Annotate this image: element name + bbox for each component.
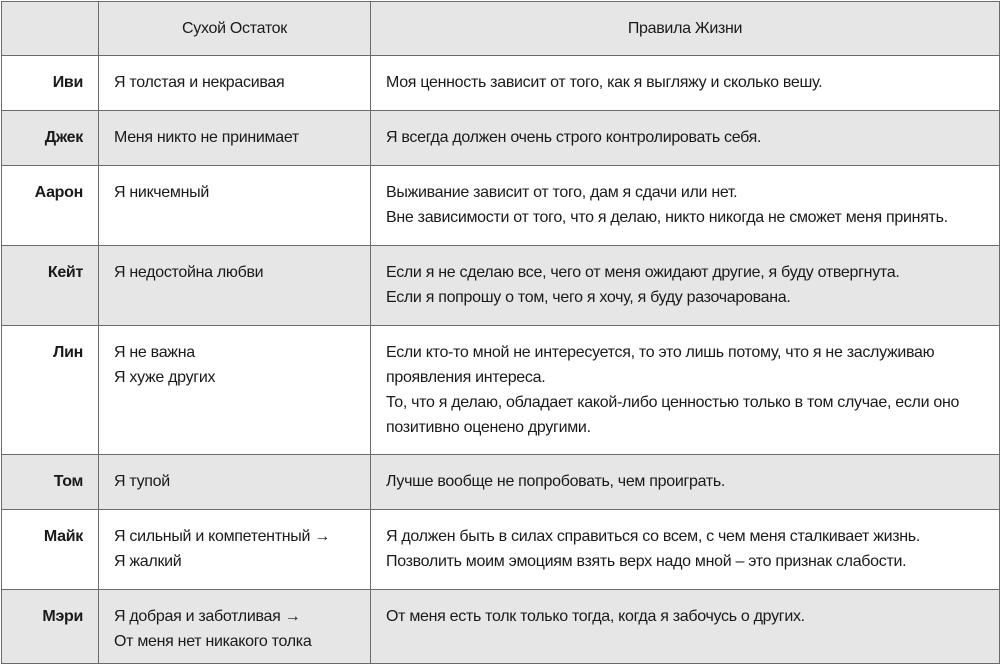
- life-rule-text: Моя ценность зависит от того, как я выгляжу и сколько вешу.: [386, 74, 823, 91]
- header-core-belief: Сухой Остаток: [99, 2, 371, 55]
- core-belief-text: Я толстая и некрасивая: [114, 74, 285, 91]
- life-rule-text: Я должен быть в силах справиться со всем, с чем меня сталкивает жизнь.: [386, 528, 920, 545]
- life-rule-text: От меня есть толк только тогда, когда я забочусь о других.: [386, 608, 805, 625]
- life-rules-cell: [371, 590, 1000, 663]
- life-rule-text: Лучше вообще не попробовать, чем проиграть.: [386, 473, 726, 490]
- core-belief-text: Я хуже других: [114, 369, 216, 386]
- core-belief-text: Я сильный и компетентный →: [114, 528, 330, 545]
- life-rules-cell: [371, 166, 1000, 245]
- person-name: Иви: [2, 56, 99, 110]
- life-rules-cell: [371, 455, 1000, 509]
- core-belief-text: Я добрая и заботливая →: [114, 608, 301, 625]
- person-name: Майк: [2, 510, 99, 589]
- core-belief-text: Я жалкий: [114, 553, 182, 570]
- core-belief-cell: [99, 455, 371, 509]
- header-life-rules: Правила Жизни: [371, 2, 1000, 55]
- beliefs-table: [1, 1, 1000, 664]
- table-row: [2, 246, 1000, 326]
- core-belief-text: Я не важна: [114, 344, 195, 361]
- person-name: Кейт: [2, 246, 99, 325]
- core-belief-text: Меня никто не принимает: [114, 129, 299, 146]
- life-rule-text: Позволить моим эмоциям взять верх надо мной – это признак слабости.: [386, 553, 907, 570]
- core-belief-text: Я никчемный: [114, 184, 209, 201]
- core-belief-text: Я тупой: [114, 473, 170, 490]
- life-rule-text: То, что я делаю, обладает какой-либо ценностью только в том случае, если оно позитивно оценено другими.: [386, 394, 960, 436]
- table-row: [2, 510, 1000, 590]
- life-rule-text: Если я не сделаю все, чего от меня ожидают другие, я буду отвергнута.: [386, 264, 900, 281]
- table-row: [2, 111, 1000, 166]
- life-rule-text: Если кто-то мной не интересуется, то это лишь потому, что я не заслуживаю проявления интереса.: [386, 344, 935, 386]
- person-name: Лин: [2, 326, 99, 454]
- table-row: [2, 56, 1000, 111]
- core-belief-cell: [99, 56, 371, 110]
- life-rules-cell: [371, 326, 1000, 454]
- table-row: [2, 590, 1000, 664]
- table-row: [2, 166, 1000, 246]
- table-row: [2, 326, 1000, 455]
- person-name: Том: [2, 455, 99, 509]
- core-belief-cell: [99, 246, 371, 325]
- core-belief-text: Я недостойна любви: [114, 264, 264, 281]
- core-belief-cell: [99, 166, 371, 245]
- header-name-cell: [2, 2, 99, 55]
- life-rule-text: Я всегда должен очень строго контролировать себя.: [386, 129, 762, 146]
- life-rules-cell: [371, 111, 1000, 165]
- life-rules-cell: [371, 510, 1000, 589]
- person-name: Аарон: [2, 166, 99, 245]
- core-belief-cell: [99, 510, 371, 589]
- person-name: Мэри: [2, 590, 99, 663]
- life-rules-cell: [371, 56, 1000, 110]
- table-row: [2, 455, 1000, 510]
- life-rule-text: Выживание зависит от того, дам я сдачи или нет.: [386, 184, 738, 201]
- life-rules-cell: [371, 246, 1000, 325]
- life-rule-text: Вне зависимости от того, что я делаю, никто никогда не сможет меня принять.: [386, 209, 948, 226]
- table-header-row: [2, 2, 1000, 56]
- life-rule-text: Если я попрошу о том, чего я хочу, я буду разочарована.: [386, 289, 791, 306]
- person-name: Джек: [2, 111, 99, 165]
- core-belief-cell: [99, 590, 371, 663]
- core-belief-cell: [99, 111, 371, 165]
- core-belief-text: От меня нет никакого толка: [114, 633, 312, 650]
- core-belief-cell: [99, 326, 371, 454]
